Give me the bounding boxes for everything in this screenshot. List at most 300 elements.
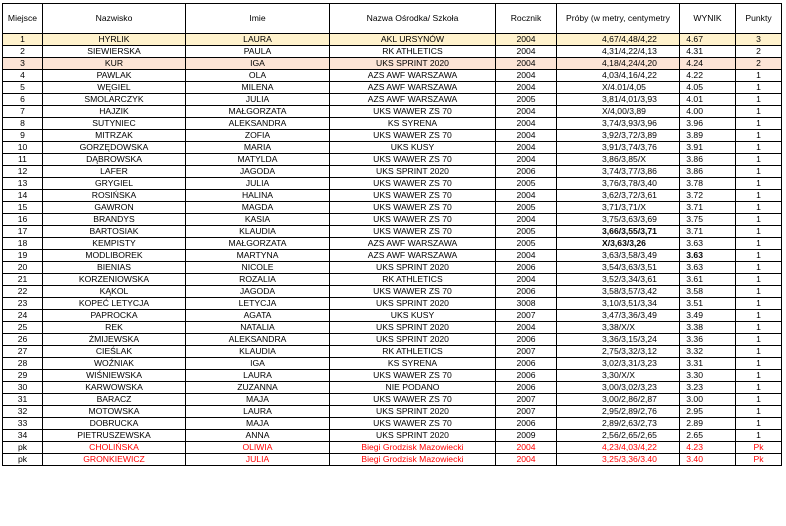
place-cell: 22 — [3, 286, 43, 298]
name-cell: IGA — [186, 358, 330, 370]
result-cell: 2.65 — [680, 430, 736, 442]
table-row — [3, 298, 782, 310]
table-row — [3, 202, 782, 214]
surname-cell: WOŹNIAK — [43, 358, 186, 370]
points-cell: 1 — [736, 370, 782, 382]
place-cell: pk — [3, 442, 43, 454]
result-cell: 4.23 — [680, 442, 736, 454]
points-cell: 1 — [736, 298, 782, 310]
place-cell: 23 — [3, 298, 43, 310]
attempts-cell: 4,31/4,22/4,13 — [557, 46, 680, 58]
result-cell: 3.78 — [680, 178, 736, 190]
year-cell: 2007 — [496, 406, 557, 418]
year-cell: 2004 — [496, 106, 557, 118]
surname-cell: KĄKOL — [43, 286, 186, 298]
points-cell: 1 — [736, 166, 782, 178]
name-cell: LAURA — [186, 34, 330, 46]
surname-cell: LAFER — [43, 166, 186, 178]
club-cell: UKS SPRINT 2020 — [330, 322, 496, 334]
results-table — [2, 3, 782, 466]
surname-cell: GRYGIEL — [43, 178, 186, 190]
attempts-cell: X/3,63/3,26 — [557, 238, 680, 250]
result-cell: 3.63 — [680, 250, 736, 262]
result-cell: 3.36 — [680, 334, 736, 346]
surname-cell: KEMPISTY — [43, 238, 186, 250]
points-cell: 1 — [736, 394, 782, 406]
surname-cell: ŻMIJEWSKA — [43, 334, 186, 346]
club-cell: NIE PODANO — [330, 382, 496, 394]
year-cell: 2005 — [496, 226, 557, 238]
table-row — [3, 82, 782, 94]
place-cell: pk — [3, 454, 43, 466]
club-cell: AZS AWF WARSZAWA — [330, 94, 496, 106]
name-cell: MARIA — [186, 142, 330, 154]
place-cell: 27 — [3, 346, 43, 358]
result-cell: 4.05 — [680, 82, 736, 94]
year-cell: 2005 — [496, 238, 557, 250]
club-cell: RK ATHLETICS — [330, 274, 496, 286]
club-cell: UKS SPRINT 2020 — [330, 430, 496, 442]
surname-cell: BARTOSIAK — [43, 226, 186, 238]
surname-cell: GORZĘDOWSKA — [43, 142, 186, 154]
result-cell: 3.91 — [680, 142, 736, 154]
surname-cell: MODLIBOREK — [43, 250, 186, 262]
attempts-cell: 3,86/3,85/X — [557, 154, 680, 166]
name-cell: ALEKSANDRA — [186, 118, 330, 130]
result-cell: 3.86 — [680, 166, 736, 178]
points-cell: 1 — [736, 286, 782, 298]
table-row — [3, 214, 782, 226]
points-cell: 1 — [736, 430, 782, 442]
year-cell: 2006 — [496, 334, 557, 346]
place-cell: 2 — [3, 46, 43, 58]
surname-cell: REK — [43, 322, 186, 334]
points-cell: 1 — [736, 190, 782, 202]
surname-cell: SIEWIERSKA — [43, 46, 186, 58]
club-cell: Biegi Grodzisk Mazowiecki — [330, 454, 496, 466]
club-cell: UKS WAWER ZS 70 — [330, 394, 496, 406]
place-cell: 14 — [3, 190, 43, 202]
points-cell: 1 — [736, 262, 782, 274]
points-cell: 1 — [736, 106, 782, 118]
year-cell: 2004 — [496, 154, 557, 166]
year-cell: 2004 — [496, 322, 557, 334]
club-cell: KS SYRENA — [330, 118, 496, 130]
result-cell: 3.86 — [680, 154, 736, 166]
table-row — [3, 118, 782, 130]
place-cell: 8 — [3, 118, 43, 130]
year-cell: 2004 — [496, 142, 557, 154]
club-cell: UKS WAWER ZS 70 — [330, 418, 496, 430]
attempts-cell: 3,00/2,86/2,87 — [557, 394, 680, 406]
table-row — [3, 250, 782, 262]
surname-cell: CHOLIŃSKA — [43, 442, 186, 454]
place-cell: 10 — [3, 142, 43, 154]
place-cell: 1 — [3, 34, 43, 46]
points-cell: 2 — [736, 58, 782, 70]
table-row — [3, 394, 782, 406]
column-header-points: Punkty — [736, 4, 782, 34]
points-cell: 1 — [736, 274, 782, 286]
club-cell: UKS WAWER ZS 70 — [330, 106, 496, 118]
attempts-cell: 3,10/3,51/3,34 — [557, 298, 680, 310]
attempts-cell: X/4.01/4,05 — [557, 82, 680, 94]
points-cell: Pk — [736, 442, 782, 454]
year-cell: 2007 — [496, 394, 557, 406]
surname-cell: WĘGIEL — [43, 82, 186, 94]
name-cell: MAŁGORZATA — [186, 106, 330, 118]
attempts-cell: 3,74/3,93/3,96 — [557, 118, 680, 130]
name-cell: MAJA — [186, 394, 330, 406]
club-cell: UKS WAWER ZS 70 — [330, 370, 496, 382]
year-cell: 2006 — [496, 358, 557, 370]
table-row — [3, 106, 782, 118]
year-cell: 2004 — [496, 190, 557, 202]
table-row — [3, 262, 782, 274]
name-cell: LETYCJA — [186, 298, 330, 310]
result-cell: 4.24 — [680, 58, 736, 70]
name-cell: IGA — [186, 58, 330, 70]
table-row — [3, 34, 782, 46]
attempts-cell: 3,25/3,36/3.40 — [557, 454, 680, 466]
name-cell: LAURA — [186, 406, 330, 418]
attempts-cell: 3,54/3,63/3,51 — [557, 262, 680, 274]
result-cell: 3.32 — [680, 346, 736, 358]
surname-cell: GAWRON — [43, 202, 186, 214]
attempts-cell: 3,63/3,58/3,49 — [557, 250, 680, 262]
name-cell: ROZALIA — [186, 274, 330, 286]
result-cell: 3.38 — [680, 322, 736, 334]
result-cell: 3.23 — [680, 382, 736, 394]
result-cell: 4.67 — [680, 34, 736, 46]
result-cell: 4.01 — [680, 94, 736, 106]
table-row — [3, 346, 782, 358]
surname-cell: SMOLARCZYK — [43, 94, 186, 106]
result-cell: 3.71 — [680, 202, 736, 214]
attempts-cell: 3,02/3,31/3,23 — [557, 358, 680, 370]
surname-cell: KOPEĆ LETYCJA — [43, 298, 186, 310]
result-cell: 3.61 — [680, 274, 736, 286]
result-cell: 3.49 — [680, 310, 736, 322]
surname-cell: DOBRUCKA — [43, 418, 186, 430]
name-cell: JAGODA — [186, 286, 330, 298]
table-row — [3, 70, 782, 82]
surname-cell: BIENIAS — [43, 262, 186, 274]
year-cell: 2007 — [496, 310, 557, 322]
name-cell: MAJA — [186, 418, 330, 430]
surname-cell: BRANDYS — [43, 214, 186, 226]
points-cell: 1 — [736, 322, 782, 334]
table-row — [3, 154, 782, 166]
name-cell: OLIWIA — [186, 442, 330, 454]
attempts-cell: 2,56/2,65/2,65 — [557, 430, 680, 442]
name-cell: NATALIA — [186, 322, 330, 334]
place-cell: 16 — [3, 214, 43, 226]
points-cell: 1 — [736, 214, 782, 226]
attempts-cell: 2,75/3,32/3,12 — [557, 346, 680, 358]
year-cell: 2006 — [496, 370, 557, 382]
column-header-club: Nazwa Ośrodka/ Szkoła — [330, 4, 496, 34]
year-cell: 2004 — [496, 442, 557, 454]
attempts-cell: 3,30/X/X — [557, 370, 680, 382]
place-cell: 4 — [3, 70, 43, 82]
points-cell: 1 — [736, 382, 782, 394]
points-cell: 1 — [736, 346, 782, 358]
year-cell: 2009 — [496, 430, 557, 442]
name-cell: ZUZANNA — [186, 382, 330, 394]
attempts-cell: 3,92/3,72/3,89 — [557, 130, 680, 142]
surname-cell: MOTOWSKA — [43, 406, 186, 418]
points-cell: 1 — [736, 70, 782, 82]
table-row — [3, 166, 782, 178]
attempts-cell: 4,67/4,48/4,22 — [557, 34, 680, 46]
name-cell: KLAUDIA — [186, 346, 330, 358]
header-row — [3, 4, 782, 34]
club-cell: UKS SPRINT 2020 — [330, 58, 496, 70]
year-cell: 3008 — [496, 298, 557, 310]
table-row — [3, 430, 782, 442]
points-cell: 1 — [736, 226, 782, 238]
name-cell: JULIA — [186, 178, 330, 190]
result-cell: 4.31 — [680, 46, 736, 58]
place-cell: 21 — [3, 274, 43, 286]
name-cell: MAGDA — [186, 202, 330, 214]
club-cell: UKS WAWER ZS 70 — [330, 202, 496, 214]
place-cell: 15 — [3, 202, 43, 214]
table-row — [3, 226, 782, 238]
name-cell: NICOLE — [186, 262, 330, 274]
points-cell: 1 — [736, 118, 782, 130]
club-cell: RK ATHLETICS — [330, 46, 496, 58]
points-cell: 1 — [736, 250, 782, 262]
place-cell: 19 — [3, 250, 43, 262]
year-cell: 2005 — [496, 178, 557, 190]
club-cell: UKS WAWER ZS 70 — [330, 130, 496, 142]
club-cell: UKS WAWER ZS 70 — [330, 226, 496, 238]
result-cell: 3.75 — [680, 214, 736, 226]
club-cell: UKS WAWER ZS 70 — [330, 214, 496, 226]
table-row — [3, 406, 782, 418]
table-row — [3, 418, 782, 430]
attempts-cell: 3,76/3,78/3,40 — [557, 178, 680, 190]
year-cell: 2004 — [496, 82, 557, 94]
points-cell: 1 — [736, 310, 782, 322]
place-cell: 28 — [3, 358, 43, 370]
club-cell: RK ATHLETICS — [330, 346, 496, 358]
place-cell: 24 — [3, 310, 43, 322]
name-cell: AGATA — [186, 310, 330, 322]
result-cell: 3.00 — [680, 394, 736, 406]
points-cell: 1 — [736, 202, 782, 214]
table-row — [3, 178, 782, 190]
column-header-place: Miejsce — [3, 4, 43, 34]
club-cell: UKS KUSY — [330, 142, 496, 154]
name-cell: MAŁGORZATA — [186, 238, 330, 250]
attempts-cell: 3,58/3,57/3,42 — [557, 286, 680, 298]
result-cell: 3.71 — [680, 226, 736, 238]
year-cell: 2006 — [496, 418, 557, 430]
attempts-cell: 3,66/3,55/3,71 — [557, 226, 680, 238]
club-cell: UKS SPRINT 2020 — [330, 262, 496, 274]
points-cell: 1 — [736, 142, 782, 154]
year-cell: 2005 — [496, 202, 557, 214]
table-row — [3, 286, 782, 298]
name-cell: JAGODA — [186, 166, 330, 178]
table-row — [3, 46, 782, 58]
name-cell: KLAUDIA — [186, 226, 330, 238]
result-cell: 2.89 — [680, 418, 736, 430]
name-cell: LAURA — [186, 370, 330, 382]
club-cell: KS SYRENA — [330, 358, 496, 370]
result-cell: 3.58 — [680, 286, 736, 298]
table-row — [3, 322, 782, 334]
year-cell: 2004 — [496, 454, 557, 466]
surname-cell: PAPROCKA — [43, 310, 186, 322]
place-cell: 31 — [3, 394, 43, 406]
result-cell: 3.72 — [680, 190, 736, 202]
name-cell: PAULA — [186, 46, 330, 58]
points-cell: 1 — [736, 82, 782, 94]
surname-cell: DĄBROWSKA — [43, 154, 186, 166]
attempts-cell: 3,47/3,36/3,49 — [557, 310, 680, 322]
attempts-cell: 2,95/2,89/2,76 — [557, 406, 680, 418]
surname-cell: ROSIŃSKA — [43, 190, 186, 202]
year-cell: 2006 — [496, 262, 557, 274]
surname-cell: KARWOWSKA — [43, 382, 186, 394]
year-cell: 2004 — [496, 250, 557, 262]
surname-cell: PAWLAK — [43, 70, 186, 82]
name-cell: KASIA — [186, 214, 330, 226]
place-cell: 13 — [3, 178, 43, 190]
name-cell: ZOFIA — [186, 130, 330, 142]
place-cell: 25 — [3, 322, 43, 334]
place-cell: 33 — [3, 418, 43, 430]
table-row — [3, 382, 782, 394]
table-row — [3, 442, 782, 454]
surname-cell: WIŚNIEWSKA — [43, 370, 186, 382]
year-cell: 2006 — [496, 286, 557, 298]
attempts-cell: 3,71/3,71/X — [557, 202, 680, 214]
points-cell: 1 — [736, 154, 782, 166]
year-cell: 2004 — [496, 34, 557, 46]
club-cell: AZS AWF WARSZAWA — [330, 250, 496, 262]
attempts-cell: 3,81/4,01/3,93 — [557, 94, 680, 106]
attempts-cell: X/4,00/3,89 — [557, 106, 680, 118]
attempts-cell: 3,62/3,72/3,61 — [557, 190, 680, 202]
attempts-cell: 3,36/3,15/3,24 — [557, 334, 680, 346]
points-cell: 1 — [736, 130, 782, 142]
attempts-cell: 3,38/X/X — [557, 322, 680, 334]
place-cell: 20 — [3, 262, 43, 274]
points-cell: 1 — [736, 406, 782, 418]
place-cell: 9 — [3, 130, 43, 142]
place-cell: 3 — [3, 58, 43, 70]
points-cell: 2 — [736, 46, 782, 58]
name-cell: ANNA — [186, 430, 330, 442]
club-cell: UKS WAWER ZS 70 — [330, 178, 496, 190]
place-cell: 17 — [3, 226, 43, 238]
table-row — [3, 334, 782, 346]
attempts-cell: 2,89/2,63/2,73 — [557, 418, 680, 430]
place-cell: 29 — [3, 370, 43, 382]
club-cell: AZS AWF WARSZAWA — [330, 70, 496, 82]
place-cell: 12 — [3, 166, 43, 178]
attempts-cell: 3,75/3,63/3,69 — [557, 214, 680, 226]
place-cell: 5 — [3, 82, 43, 94]
points-cell: 1 — [736, 178, 782, 190]
column-header-result: WYNIK — [680, 4, 736, 34]
club-cell: UKS SPRINT 2020 — [330, 298, 496, 310]
points-cell: 1 — [736, 358, 782, 370]
club-cell: UKS WAWER ZS 70 — [330, 154, 496, 166]
surname-cell: HYRLIK — [43, 34, 186, 46]
name-cell: JULIA — [186, 94, 330, 106]
year-cell: 2004 — [496, 58, 557, 70]
club-cell: UKS SPRINT 2020 — [330, 166, 496, 178]
name-cell: OLA — [186, 70, 330, 82]
place-cell: 34 — [3, 430, 43, 442]
column-header-year: Rocznik — [496, 4, 557, 34]
table-row — [3, 142, 782, 154]
attempts-cell: 4,18/4,24/4,20 — [557, 58, 680, 70]
points-cell: Pk — [736, 454, 782, 466]
table-row — [3, 94, 782, 106]
place-cell: 30 — [3, 382, 43, 394]
result-cell: 4.00 — [680, 106, 736, 118]
result-cell: 2.95 — [680, 406, 736, 418]
surname-cell: GRONKIEWICZ — [43, 454, 186, 466]
surname-cell: CIEŚLAK — [43, 346, 186, 358]
surname-cell: MITRZAK — [43, 130, 186, 142]
year-cell: 2007 — [496, 346, 557, 358]
year-cell: 2006 — [496, 166, 557, 178]
result-cell: 4.22 — [680, 70, 736, 82]
result-cell: 3.30 — [680, 370, 736, 382]
attempts-cell: 3,74/3,77/3,86 — [557, 166, 680, 178]
year-cell: 2004 — [496, 130, 557, 142]
result-cell: 3.40 — [680, 454, 736, 466]
year-cell: 2004 — [496, 70, 557, 82]
points-cell: 3 — [736, 34, 782, 46]
attempts-cell: 3,91/3,74/3,76 — [557, 142, 680, 154]
year-cell: 2004 — [496, 214, 557, 226]
result-cell: 3.63 — [680, 238, 736, 250]
result-cell: 3.96 — [680, 118, 736, 130]
surname-cell: KORZENIOWSKA — [43, 274, 186, 286]
column-header-name: Imie — [186, 4, 330, 34]
table-row — [3, 454, 782, 466]
surname-cell: BARACZ — [43, 394, 186, 406]
result-cell: 3.89 — [680, 130, 736, 142]
year-cell: 2004 — [496, 118, 557, 130]
year-cell: 2004 — [496, 46, 557, 58]
club-cell: Biegi Grodzisk Mazowiecki — [330, 442, 496, 454]
club-cell: UKS SPRINT 2020 — [330, 334, 496, 346]
attempts-cell: 3,00/3,02/3,23 — [557, 382, 680, 394]
name-cell: MILENA — [186, 82, 330, 94]
name-cell: MARTYNA — [186, 250, 330, 262]
club-cell: AZS AWF WARSZAWA — [330, 82, 496, 94]
points-cell: 1 — [736, 334, 782, 346]
year-cell: 2004 — [496, 274, 557, 286]
table-row — [3, 358, 782, 370]
table-row — [3, 190, 782, 202]
club-cell: UKS SPRINT 2020 — [330, 406, 496, 418]
surname-cell: SUTYNIEC — [43, 118, 186, 130]
year-cell: 2005 — [496, 94, 557, 106]
table-row — [3, 310, 782, 322]
surname-cell: HAJZIK — [43, 106, 186, 118]
